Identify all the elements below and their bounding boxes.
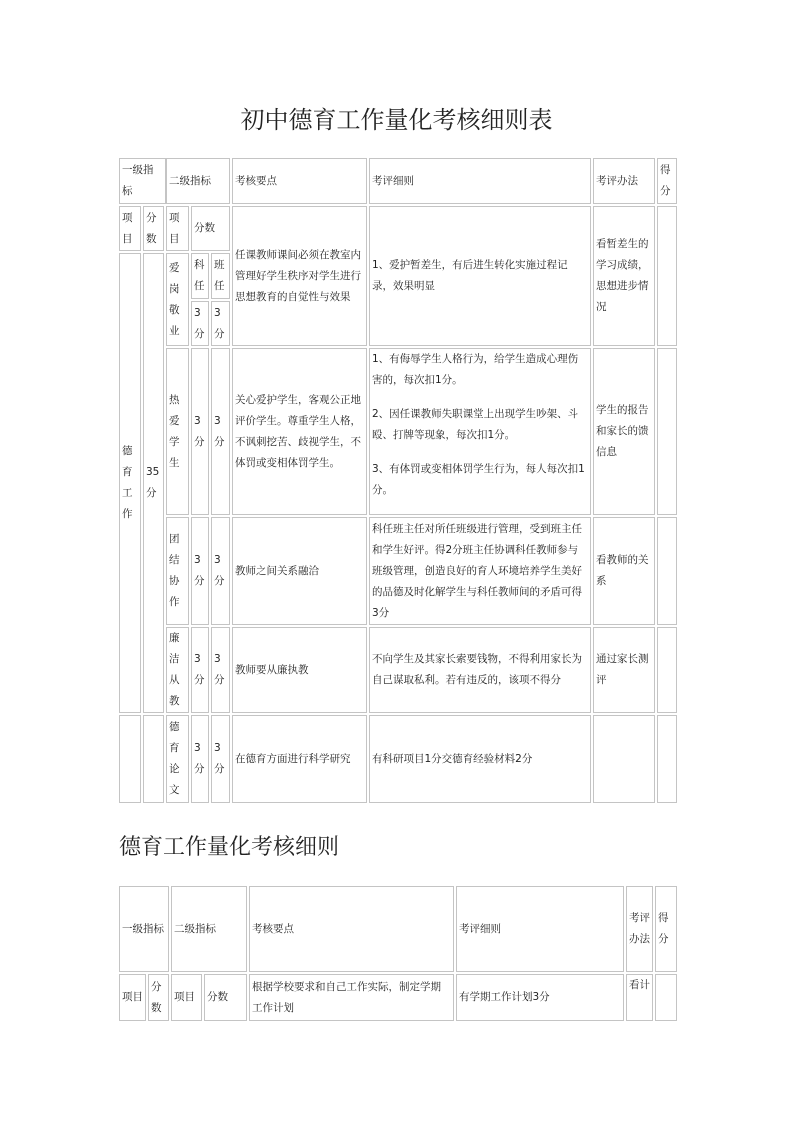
row-rules <box>369 348 591 515</box>
sub-item2: 项目 <box>171 974 202 1021</box>
row-points: 任课教师课间必须在教室内管理好学生秩序对学生进行思想教育的自觉性与效果 <box>232 206 367 346</box>
rule-text: 2、因任课教师失职课堂上出现学生吵架、斗殴、打牌等现象，每次扣1分。 <box>372 408 579 441</box>
empty-cell <box>119 715 141 803</box>
subject-teacher-label: 科任 <box>191 253 209 299</box>
row-score-class: 3分 <box>211 301 230 346</box>
header-points: 考核要点 <box>232 158 367 204</box>
row-score-cell <box>657 348 677 515</box>
row-score-subject: 3分 <box>191 348 209 515</box>
row-points: 在德育方面进行科学研究 <box>232 715 367 803</box>
row-score-class: 3分 <box>211 517 230 625</box>
row-item: 廉洁从教 <box>166 627 189 713</box>
row-score-subject: 3分 <box>191 301 209 346</box>
header-points: 考核要点 <box>249 886 454 972</box>
header-level2: 二级指标 <box>171 886 247 972</box>
header-rules: 考评细则 <box>456 886 624 972</box>
row-method: 看暂差生的学习成绩，思想进步情况 <box>593 206 655 346</box>
row-points: 教师之间关系融洽 <box>232 517 367 625</box>
row-points: 根据学校要求和自己工作实际，制定学期工作计划 <box>249 974 454 1021</box>
row-score-subject: 3分 <box>191 627 209 713</box>
row-score-cell <box>655 974 677 1021</box>
row-score-subject: 3分 <box>191 517 209 625</box>
sub-score: 分数 <box>148 974 169 1021</box>
row-score-class: 3分 <box>211 715 230 803</box>
row-points: 教师要从廉执教 <box>232 627 367 713</box>
sub-item: 项目 <box>119 974 146 1021</box>
row-item: 爱岗敬业 <box>166 253 189 346</box>
header-method: 考评办法 <box>626 886 653 972</box>
rule-text: 1、爱护暂差生，有后进生转化实施过程记录，效果明显 <box>372 259 568 292</box>
header-rules: 考评细则 <box>369 158 591 204</box>
header-method: 考评办法 <box>593 158 655 204</box>
sub-score: 分数 <box>143 206 164 251</box>
document-title: 初中德育工作量化考核细则表 <box>240 106 553 134</box>
row-method: 学生的报告和家长的馈信息 <box>593 348 655 515</box>
category-name: 德育工作 <box>119 253 141 713</box>
sub-item2: 项目 <box>166 206 189 251</box>
row-score-cell <box>657 627 677 713</box>
rule-text: 有科研项目1分交德育经验材料2分 <box>372 752 533 765</box>
sub-score2: 分数 <box>204 974 247 1021</box>
row-rules <box>369 715 591 803</box>
row-score-class: 3分 <box>211 627 230 713</box>
rule-text: 不向学生及其家长索要钱物，不得利用家长为自己谋取私利。若有违反的，该项不得分 <box>372 653 582 686</box>
row-rules: 有学期工作计划3分 <box>456 974 624 1021</box>
rule-text: 3、有体罚或变相体罚学生行为，每人每次扣1分。 <box>372 463 585 496</box>
row-method <box>593 715 655 803</box>
row-method: 看计 <box>626 974 653 1021</box>
rule-text: 1、有侮辱学生人格行为，给学生造成心理伤害的，每次扣1分。 <box>372 353 579 386</box>
header-level1: 一级指标 <box>119 886 169 972</box>
category-score: 35分 <box>143 253 164 713</box>
row-item: 德育论文 <box>166 715 189 803</box>
row-method: 通过家长测评 <box>593 627 655 713</box>
class-teacher-label: 班任 <box>211 253 230 299</box>
header-score: 得分 <box>655 886 677 972</box>
header-score: 得分 <box>657 158 677 204</box>
sub-score2: 分数 <box>191 206 230 251</box>
empty-cell <box>143 715 164 803</box>
row-rules <box>369 206 591 346</box>
row-rules <box>369 517 591 625</box>
row-item: 团结协作 <box>166 517 189 625</box>
row-score-cell <box>657 517 677 625</box>
header-level1: 一级指标 <box>119 158 166 204</box>
row-score-class: 3分 <box>211 348 230 515</box>
header-level2: 二级指标 <box>166 158 230 204</box>
row-item: 热爱学生 <box>166 348 189 515</box>
row-score-cell <box>657 715 677 803</box>
row-method: 看教师的关系 <box>593 517 655 625</box>
row-score-subject: 3分 <box>191 715 209 803</box>
section-heading: 德育工作量化考核细则 <box>119 835 340 860</box>
rule-text: 科任班主任对所任班级进行管理，受到班主任和学生好评。得2分班主任协调科任教师参与班级管理，创造良好的育人环境培养学生美好的品德及时化解学生与科任教师间的矛盾可得3分 <box>372 522 582 619</box>
sub-item: 项目 <box>119 206 141 251</box>
row-rules <box>369 627 591 713</box>
row-points: 关心爱护学生，客观公正地评价学生。尊重学生人格，不讽刺挖苦、歧视学生，不体罚或变相体罚学生。 <box>232 348 367 515</box>
row-score-cell <box>657 206 677 346</box>
